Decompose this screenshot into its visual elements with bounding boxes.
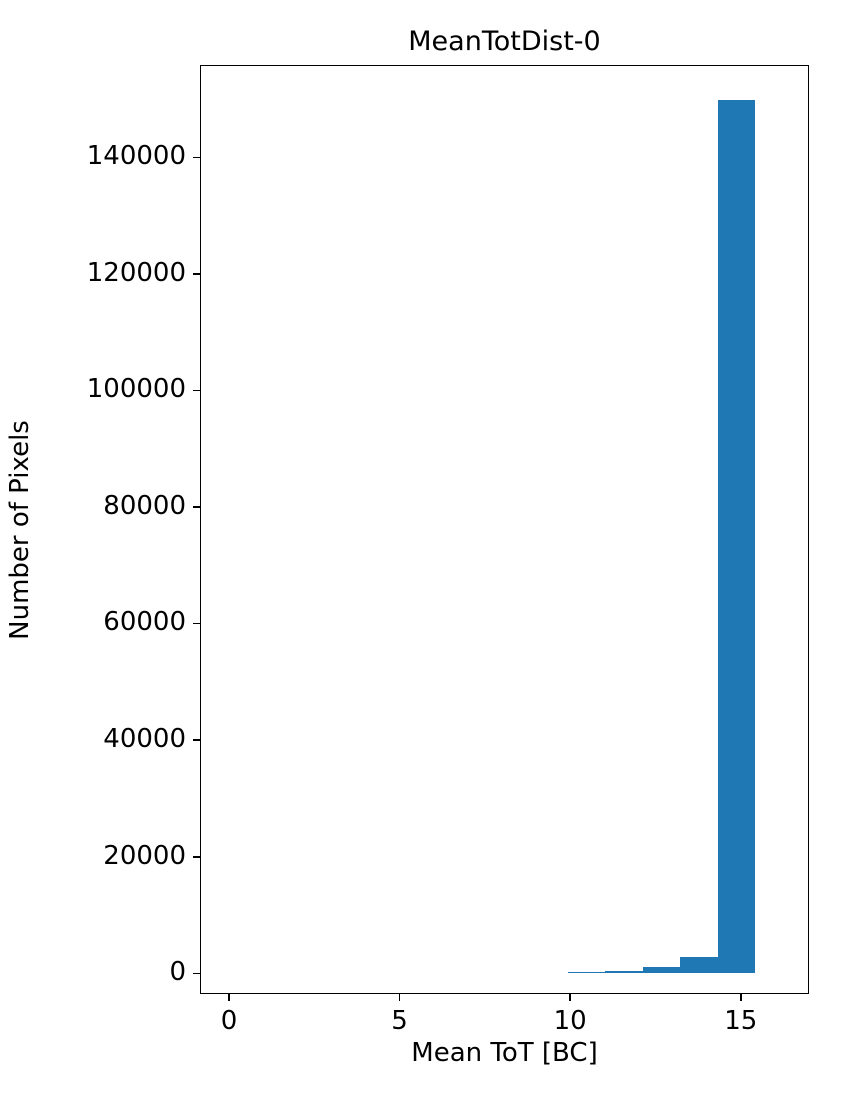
y-tick-mark [193,273,200,275]
bar [568,972,606,973]
y-tick-mark [193,390,200,392]
y-tick-mark [193,506,200,508]
bar-series [201,66,808,993]
y-tick-label: 40000 [103,724,186,755]
chart-title: MeanTotDist-0 [408,26,601,57]
y-axis-label-text: Number of Pixels [5,419,35,640]
x-axis-label: Mean ToT [BC] [411,1038,598,1068]
x-tick-mark [399,994,401,1001]
bar [718,100,756,973]
plot-area [200,65,809,994]
x-tick-label: 10 [553,1006,587,1036]
y-axis-label [0,65,40,994]
bar [680,957,718,973]
x-tick-label: 0 [220,1006,238,1036]
y-tick-label: 20000 [103,840,186,871]
x-tick-mark [228,994,230,1001]
y-tick-label: 60000 [103,607,186,638]
y-tick-mark [193,157,200,159]
x-tick-mark [740,994,742,1001]
y-tick-label: 80000 [103,490,186,521]
x-tick-mark [569,994,571,1001]
y-tick-label: 120000 [86,257,186,288]
bar [605,971,643,973]
y-tick-label: 0 [169,957,186,988]
y-tick-mark [193,973,200,975]
y-tick-mark [193,623,200,625]
x-tick-label: 15 [724,1006,758,1036]
bar [643,967,681,973]
y-tick-mark [193,739,200,741]
y-tick-label: 140000 [86,141,186,172]
x-tick-label: 5 [391,1006,408,1036]
y-tick-label: 100000 [86,374,186,405]
y-tick-mark [193,856,200,858]
